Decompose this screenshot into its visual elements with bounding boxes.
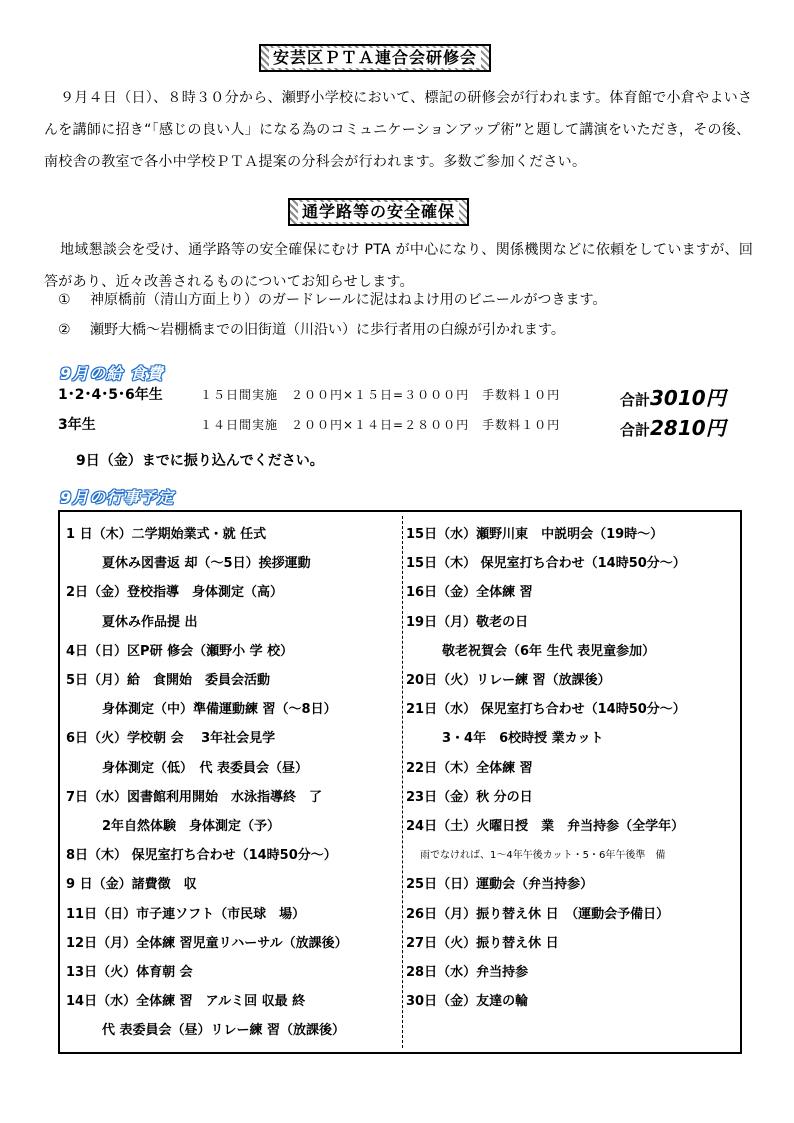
fee-detail: １５日間実施 ２００円×１５日=３０００円 手数料１０円 <box>200 388 561 402</box>
schedule-table <box>58 510 742 1054</box>
schedule-entry: 12日（月）全体練 習児童リハーサル（放課後） <box>66 936 348 951</box>
pta-seminar-text: ９月４日（日）、８時３０分から、瀬野小学校において、標記の研修会が行われます。体育館で小倉やよいさんを講師に招き“「感じの良い人」になる為のコミュニケーションアップ術”と題して講演をいただき，その後、南校舎の教室で各小中学校ＰＴＡ提案の分科会が行われます。多数ご参加ください。 <box>44 90 753 170</box>
safety-list-item <box>58 320 565 340</box>
pta-seminar-title: 安芸区ＰＴＡ連合会研修会 <box>269 48 481 68</box>
schedule-entry: 23日（金）秋 分の日 <box>406 790 533 805</box>
fee-total-label: 合計 <box>620 421 651 439</box>
schedule-entry: 16日（金）全体練 習 <box>406 585 533 600</box>
schedule-entry: 22日（木）全体練 習 <box>406 761 533 776</box>
schedule-entry: 雨でなければ、1～4年午後カット・5・6年午後準 備 <box>420 850 666 861</box>
list-number: ② <box>58 322 71 338</box>
schedule-entry: 25日（日）運動会（弁当持参） <box>406 877 594 892</box>
safety-list-item <box>58 290 606 310</box>
list-text: 神原橋前（清山方面上り）のガードレールに泥はねよけ用のビニールがつきます。 <box>90 292 607 308</box>
fee-payment-note: 9日（金）までに振り込んでください。 <box>76 453 324 469</box>
schedule-entry: 代 表委員会（昼）リレー練 習（放課後） <box>102 1023 346 1038</box>
schedule-entry: 24日（土）火曜日授 業 弁当持参（全学年） <box>406 819 685 834</box>
schedule-entry: 敬老祝賀会（6年 生代 表児童参加） <box>442 644 656 659</box>
schedule-entry: 14日（水）全体練 習 アルミ回 収最 終 <box>66 994 306 1009</box>
fee-total <box>620 412 726 441</box>
schedule-entry: 19日（月）敬老の日 <box>406 615 529 630</box>
fee-row <box>58 414 748 438</box>
schedule-entry: 3・4年 6校時授 業カット <box>442 731 604 746</box>
schedule-entry: 15日（木） 保児室打ち合わせ（14時50分～） <box>406 556 686 571</box>
school-route-safety-banner <box>288 198 469 226</box>
lunch-fee-title: 9月の給 食費 <box>60 364 164 383</box>
schedule-entry: 15日（水）瀬野川東 中説明会（19時～） <box>406 527 664 542</box>
schedule-entry: 2日（金）登校指導 身体測定（高） <box>66 585 284 600</box>
list-text: 瀬野大橋～岩棚橋までの旧街道（川沿い）に歩行者用の白線が引かれます。 <box>90 322 565 338</box>
schedule-entry: 5日（月）給 食開始 委員会活動 <box>66 673 271 688</box>
schedule-entry: 11日（日）市子連ソフト（市民球 場） <box>66 907 306 922</box>
schedule-entry: 20日（火）リレー練 習（放課後） <box>406 673 611 688</box>
column-divider <box>402 516 403 1048</box>
school-route-safety-text: 地域懇談会を受け、通学路等の安全確保にむけ PTA が中心になり、関係機関などに依頼をしていますが、回答があり、近々改善されるものについてお知らせします。 <box>44 242 754 290</box>
schedule-entry: 7日（水）図書館利用開始 水泳指導終 了 <box>66 790 323 805</box>
schedule-entry: 28日（水）弁当持参 <box>406 965 529 980</box>
fee-grade: 3年生 <box>58 417 96 433</box>
schedule-entry: 8日（木） 保児室打ち合わせ（14時50分～） <box>66 848 337 863</box>
schedule-entry: 1 日（木）二学期始業式・就 任式 <box>66 527 267 542</box>
schedule-entry: 夏休み図書返 却（～5日）挨拶運動 <box>102 556 311 571</box>
schedule-entry: 26日（月）振り替え休 日 （運動会予備日） <box>406 907 670 922</box>
school-route-safety-title: 通学路等の安全確保 <box>298 202 459 222</box>
schedule-entry: 4日（日）区P研 修会（瀬野小 学 校） <box>66 644 294 659</box>
schedule-entry: 13日（火）体育朝 会 <box>66 965 193 980</box>
fee-grade: 1･2･4･5･6年生 <box>58 387 163 403</box>
schedule-entry: 30日（金）友達の輪 <box>406 994 529 1009</box>
schedule-entry: 9 日（金）諸費徴 収 <box>66 877 197 892</box>
schedule-entry: 身体測定（中）準備運動練 習（～8日） <box>102 702 337 717</box>
list-number: ① <box>58 292 71 308</box>
fee-total-label: 合計 <box>620 391 651 409</box>
schedule-entry: 21日（水） 保児室打ち合わせ（14時50分～） <box>406 702 686 717</box>
schedule-title: 9月の行事予定 <box>60 488 175 507</box>
fee-total-value: 2810円 <box>650 416 726 440</box>
schedule-entry: 夏休み作品提 出 <box>102 615 198 630</box>
schedule-entry: 6日（火）学校朝 会 3年社会見学 <box>66 731 276 746</box>
fee-total-value: 3010円 <box>650 386 726 410</box>
fee-row <box>58 384 748 408</box>
schedule-entry: 2年自然体験 身体測定（予） <box>102 819 281 834</box>
schedule-entry: 27日（火）振り替え休 日 <box>406 936 559 951</box>
fee-detail: １４日間実施 ２００円×１４日=２８００円 手数料１０円 <box>200 418 561 432</box>
schedule-entry: 身体測定（低） 代 表委員会（昼） <box>102 761 309 776</box>
fee-total <box>620 382 726 411</box>
pta-seminar-banner <box>259 44 491 72</box>
